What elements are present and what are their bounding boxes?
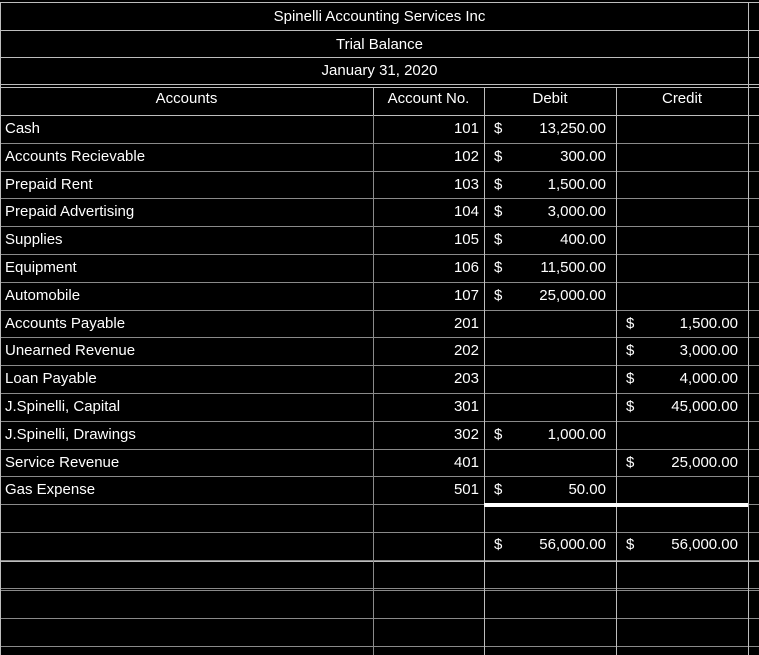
credit-amount: 1,500.00 [679,315,738,332]
debit-amount: 300.00 [560,148,606,165]
debit-amount: 3,000.00 [547,203,606,220]
debit-currency: $ [494,176,503,193]
account-number: 301 [453,398,479,415]
column-header-accounts: Accounts [155,90,218,107]
account-number: 501 [453,481,479,498]
report-title: Trial Balance [336,36,423,53]
row-divider [0,646,759,647]
total-underline [484,503,748,507]
debit-amount: 1,000.00 [547,426,606,443]
account-name: J.Spinelli, Drawings [5,426,136,443]
credit-currency: $ [626,342,635,359]
debit-currency: $ [494,481,503,498]
credit-amount: 4,000.00 [679,370,738,387]
account-number: 106 [453,259,479,276]
account-number: 401 [453,454,479,471]
credit-amount: 45,000.00 [671,398,738,415]
account-number: 102 [453,148,479,165]
debit-amount: 1,500.00 [547,176,606,193]
account-name: Unearned Revenue [5,342,136,359]
row-divider [0,588,759,589]
account-number: 201 [453,315,479,332]
credit-currency: $ [626,454,635,471]
debit-currency: $ [494,231,503,248]
account-name: Loan Payable [5,370,97,387]
total-credit-currency: $ [626,536,635,553]
account-number: 107 [453,287,479,304]
total-credit: 56,000.00 [671,536,738,553]
column-divider [748,2,749,655]
account-number: 202 [453,342,479,359]
account-name: Cash [5,120,41,137]
debit-currency: $ [494,203,503,220]
debit-amount: 50.00 [568,481,606,498]
debit-currency: $ [494,259,503,276]
debit-currency: $ [494,120,503,137]
debit-currency: $ [494,426,503,443]
account-number: 302 [453,426,479,443]
column-divider [484,87,485,655]
account-name: Supplies [5,231,63,248]
debit-amount: 400.00 [560,231,606,248]
row-divider [0,618,759,619]
total-debit-currency: $ [494,536,503,553]
account-number: 104 [453,203,479,220]
debit-amount: 11,500.00 [540,259,606,276]
row-divider [0,590,759,591]
account-name: Accounts Payable [5,315,126,332]
account-name: Gas Expense [5,481,96,498]
column-header-account-no: Account No. [387,90,470,107]
total-debit: 56,000.00 [539,536,606,553]
account-name: Accounts Recievable [5,148,146,165]
credit-amount: 25,000.00 [671,454,738,471]
account-name: J.Spinelli, Capital [5,398,121,415]
debit-currency: $ [494,287,503,304]
debit-currency: $ [494,148,503,165]
account-name: Prepaid Advertising [5,203,135,220]
debit-amount: 13,250.00 [539,120,606,137]
account-number: 103 [453,176,479,193]
credit-currency: $ [626,315,635,332]
credit-amount: 3,000.00 [679,342,738,359]
account-name: Service Revenue [5,454,120,471]
column-divider [616,87,617,655]
company-name: Spinelli Accounting Services Inc [273,8,486,25]
debit-amount: 25,000.00 [539,287,606,304]
credit-currency: $ [626,398,635,415]
account-number: 203 [453,370,479,387]
column-header-debit: Debit [532,90,568,107]
account-name: Prepaid Rent [5,176,93,193]
credit-currency: $ [626,370,635,387]
account-number: 101 [453,120,479,137]
report-date: January 31, 2020 [321,62,438,79]
account-name: Automobile [5,287,81,304]
column-header-credit: Credit [661,90,702,107]
account-number: 105 [453,231,479,248]
account-name: Equipment [5,259,77,276]
row-divider [0,561,759,562]
